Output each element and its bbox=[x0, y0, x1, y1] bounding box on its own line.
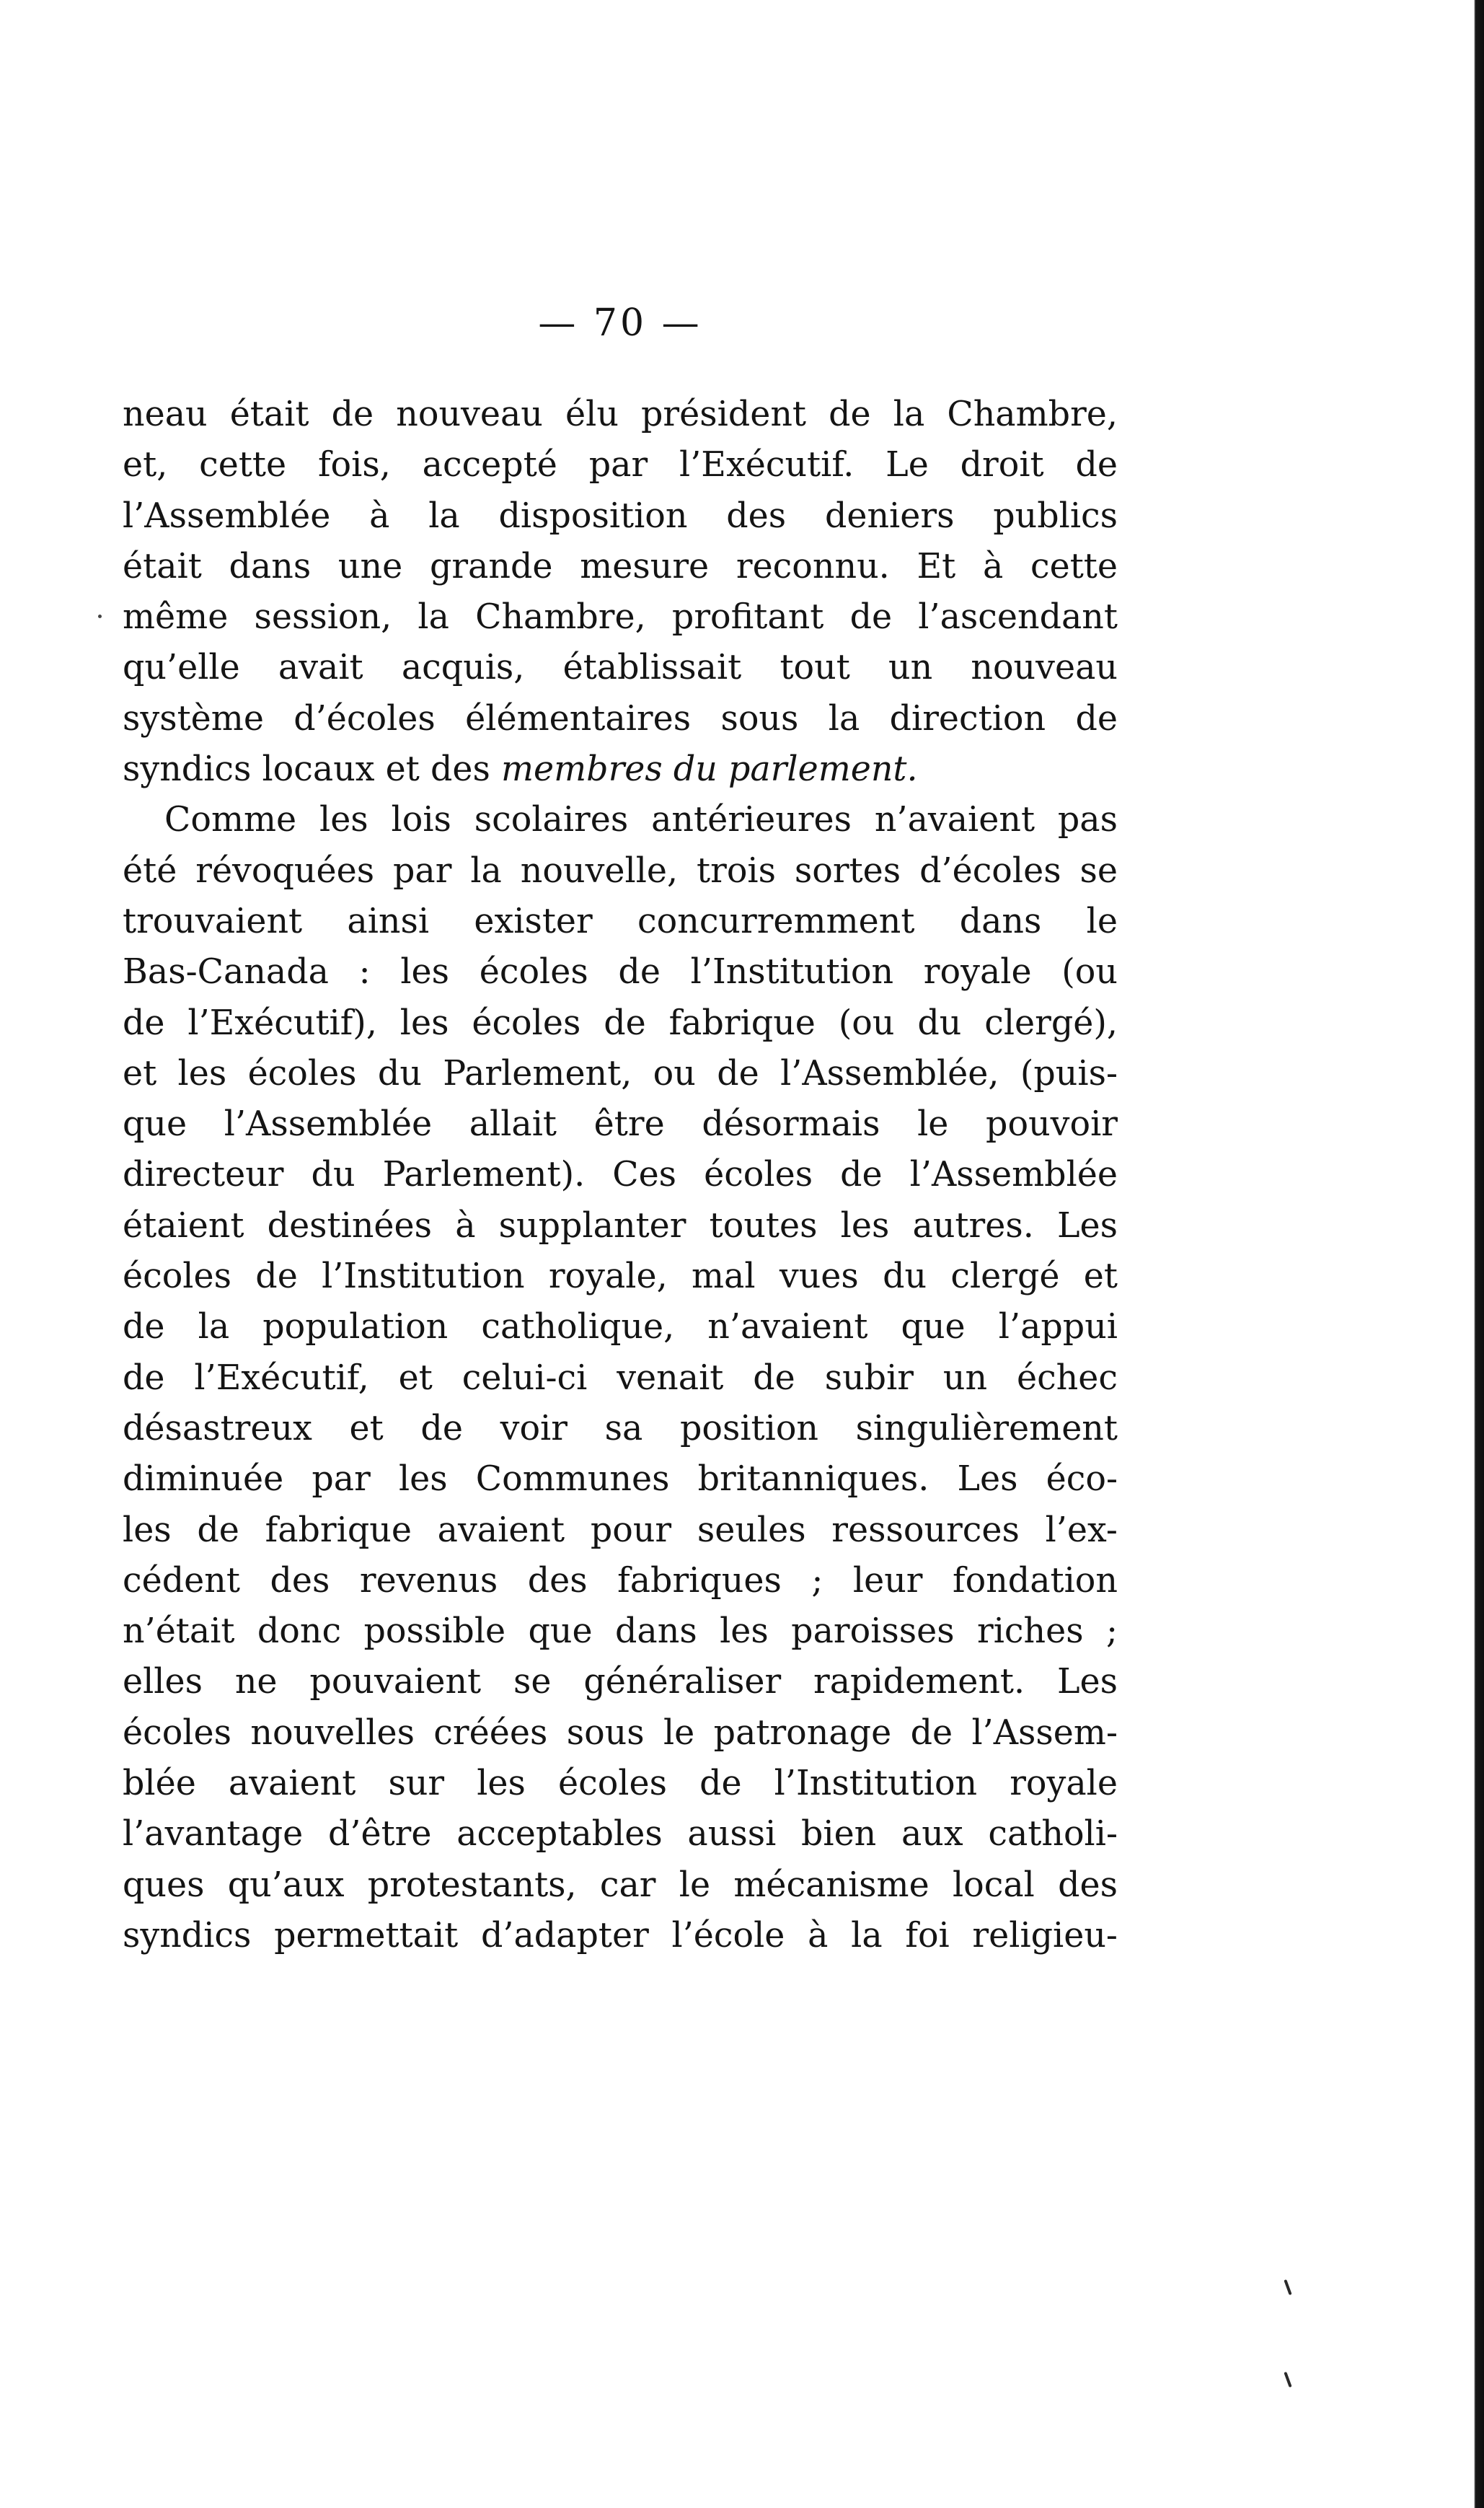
text-line: syndics permettait d’adapter l’école à la foi religieu- bbox=[123, 1915, 1118, 1955]
text-line: même session, la Chambre, profitant de l’ascendant bbox=[123, 597, 1118, 638]
text-line: écoles nouvelles créées sous le patronage de l’Assem- bbox=[123, 1712, 1118, 1753]
text-line: écoles de l’Institution royale, mal vues du clergé et bbox=[123, 1257, 1118, 1297]
text-span: syndics locaux et des bbox=[123, 749, 501, 790]
text-line: directeur du Parlement). Ces écoles de l’Assemblée bbox=[123, 1155, 1118, 1195]
text-line: et les écoles du Parlement, ou de l’Assemblée, (puis- bbox=[123, 1053, 1118, 1094]
text-line: été révoquées par la nouvelle, trois sortes d’écoles se bbox=[123, 850, 1118, 891]
scan-mark bbox=[1284, 2279, 1291, 2295]
body-text bbox=[123, 390, 1118, 1961]
text-line: de la population catholique, n’avaient que l’appui bbox=[123, 1307, 1118, 1347]
text-line: l’Assemblée à la disposition des deniers publics bbox=[123, 496, 1118, 536]
text-line: Bas-Canada : les écoles de l’Institution royale (ou bbox=[123, 952, 1118, 993]
text-line: que l’Assemblée allait être désormais le pouvoir bbox=[123, 1104, 1118, 1145]
text-line: blée avaient sur les écoles de l’Institution royale bbox=[123, 1764, 1118, 1804]
text-line: n’était donc possible que dans les paroisses riches ; bbox=[123, 1611, 1118, 1652]
text-line: système d’écoles élémentaires sous la direction de bbox=[123, 698, 1118, 739]
binding-edge bbox=[1470, 0, 1484, 2508]
text-line: diminuée par les Communes britanniques. Les éco- bbox=[123, 1459, 1118, 1500]
scan-speck bbox=[98, 615, 102, 618]
text-line: qu’elle avait acquis, établissait tout un nouveau bbox=[123, 648, 1118, 688]
text-line: neau était de nouveau élu président de la Chambre, bbox=[123, 395, 1118, 434]
italic-phrase: membres du parlement. bbox=[500, 749, 918, 790]
page-number: — 70 — bbox=[538, 302, 702, 345]
text-line: les de fabrique avaient pour seules ressources l’ex- bbox=[123, 1510, 1118, 1550]
text-line: désastreux et de voir sa position singulièrement bbox=[123, 1408, 1118, 1448]
text-line: de l’Exécutif, et celui-ci venait de subir un échec bbox=[123, 1358, 1118, 1398]
text-line: l’avantage d’être acceptables aussi bien aux catholi- bbox=[123, 1814, 1118, 1854]
text-line-last bbox=[123, 744, 1118, 795]
text-line: cédent des revenus des fabriques ; leur fondation bbox=[123, 1560, 1118, 1601]
text-line: et, cette fois, accepté par l’Exécutif. Le droit de bbox=[123, 445, 1118, 485]
text-line: ques qu’aux protestants, car le mécanisme local des bbox=[123, 1865, 1118, 1905]
text-line: trouvaient ainsi exister concurremment dans le bbox=[123, 901, 1118, 941]
text-line: de l’Exécutif), les écoles de fabrique (ou du clergé), bbox=[123, 1003, 1118, 1043]
scan-mark bbox=[1284, 2372, 1291, 2388]
text-line: étaient destinées à supplanter toutes les autres. Les bbox=[123, 1205, 1118, 1246]
paragraph-first-line: Comme les lois scolaires antérieures n’avaient pas bbox=[164, 800, 1118, 840]
text-line: était dans une grande mesure reconnu. Et à cette bbox=[123, 546, 1118, 586]
text-line: elles ne pouvaient se généraliser rapidement. Les bbox=[123, 1662, 1118, 1702]
